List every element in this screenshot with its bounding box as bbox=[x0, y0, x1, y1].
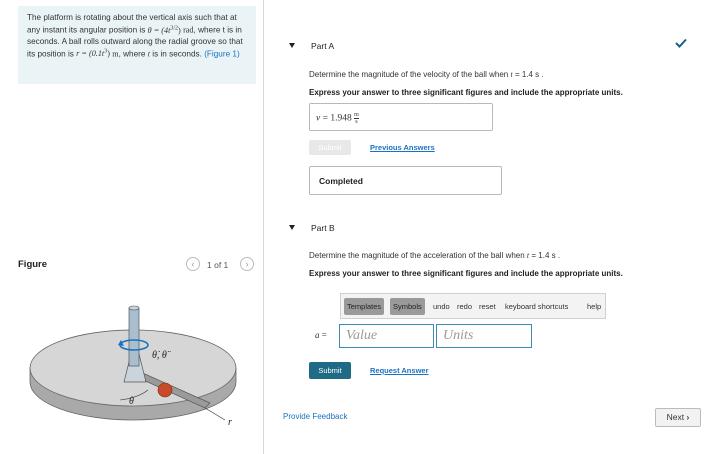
part-a-title[interactable]: Part A bbox=[311, 41, 335, 51]
r-leader-line bbox=[205, 408, 225, 420]
collapse-caret-icon[interactable] bbox=[289, 225, 295, 230]
chevron-right-icon: › bbox=[686, 412, 690, 422]
part-a-submit-button[interactable]: Submit bbox=[309, 140, 351, 155]
keyboard-shortcuts-button[interactable]: keyboard shortcuts bbox=[505, 302, 569, 311]
next-figure-button[interactable] bbox=[240, 257, 254, 271]
r-unit: m bbox=[112, 49, 119, 59]
provide-feedback-link[interactable]: Provide Feedback bbox=[283, 412, 348, 421]
problem-text-3: , where t is in seconds. A ball rolls outward along the radial groove so that its position is bbox=[27, 25, 243, 59]
theta-unit: rad bbox=[183, 25, 194, 35]
figure-link[interactable]: (Figure 1) bbox=[204, 49, 240, 59]
units-input[interactable]: Units bbox=[436, 324, 532, 348]
right-pane bbox=[265, 0, 713, 454]
figure-header bbox=[18, 256, 256, 276]
undo-button[interactable]: undo bbox=[433, 302, 450, 311]
ball bbox=[158, 383, 172, 397]
value-input[interactable]: Value bbox=[339, 324, 434, 348]
reset-button[interactable]: reset bbox=[479, 302, 496, 311]
completed-status: Completed bbox=[309, 166, 502, 195]
part-b-submit-button[interactable]: Submit bbox=[309, 362, 351, 379]
part-b-instruction: Express your answer to three significant figures and include the appropriate units. bbox=[309, 269, 623, 278]
redo-button[interactable]: redo bbox=[457, 302, 473, 311]
problem-text-1: The platform is rotating about the vertical axis such that at any instant its angular position is bbox=[27, 13, 237, 35]
chevron-left-icon: ‹ bbox=[191, 259, 195, 269]
templates-button[interactable]: Templates bbox=[344, 298, 384, 315]
help-button[interactable]: help bbox=[587, 302, 602, 311]
part-b-prompt: Determine the magnitude of the acceleration of the ball when t = 1.4 s . bbox=[309, 251, 561, 260]
theta-dots-label: θ̇, θ̈ bbox=[152, 350, 167, 361]
figure-pager-label: 1 of 1 bbox=[207, 260, 229, 270]
platform-figure bbox=[20, 290, 245, 440]
prev-figure-button[interactable] bbox=[186, 257, 200, 271]
part-a-prompt: Determine the magnitude of the velocity of the ball when t = 1.4 s . bbox=[309, 70, 544, 79]
math-toolbar bbox=[340, 293, 606, 319]
r-equation: $r = (0.1t^3)$ bbox=[76, 48, 110, 59]
part-b-answer-label: a = bbox=[315, 330, 327, 340]
figure-title: Figure bbox=[18, 259, 48, 270]
part-b-title[interactable]: Part B bbox=[311, 223, 335, 233]
next-button[interactable]: Next › bbox=[655, 408, 701, 427]
problem-text-5: , where bbox=[118, 49, 146, 59]
vertical-shaft bbox=[129, 308, 139, 366]
checkmark-icon bbox=[675, 38, 687, 48]
theta-label: θ bbox=[129, 396, 134, 407]
part-a-answer: v = 1.948 $\frac{m}{s}$ bbox=[316, 112, 359, 125]
problem-text-6: is in seconds. bbox=[152, 49, 202, 59]
chevron-right-icon: › bbox=[245, 259, 249, 269]
symbols-button[interactable]: Symbols bbox=[390, 298, 425, 315]
theta-equation: $\theta = (4t^{3/2})$ bbox=[147, 25, 181, 35]
request-answer-link[interactable]: Request Answer bbox=[370, 366, 429, 375]
part-a-answer-box bbox=[309, 103, 493, 131]
r-label: r bbox=[228, 417, 232, 428]
left-pane bbox=[0, 0, 264, 454]
previous-answers-link[interactable]: Previous Answers bbox=[370, 143, 435, 152]
problem-statement bbox=[18, 6, 256, 84]
part-a-instruction: Express your answer to three significant figures and include the appropriate units. bbox=[309, 88, 623, 97]
collapse-caret-icon[interactable] bbox=[289, 43, 295, 48]
problem-t-var: t bbox=[147, 49, 151, 59]
